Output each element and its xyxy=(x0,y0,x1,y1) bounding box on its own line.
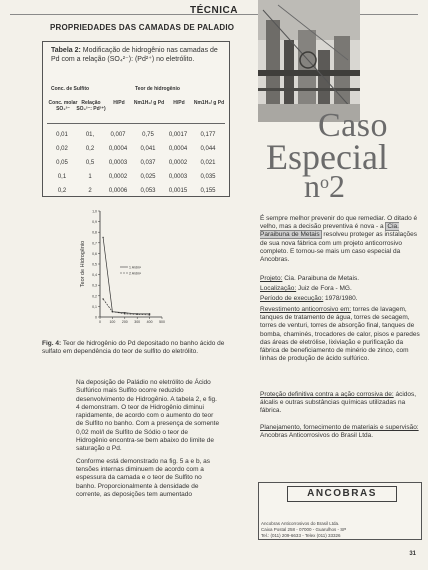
table-cell: 0,053 xyxy=(140,188,156,194)
section-tag: TÉCNICA xyxy=(190,5,238,16)
data-point xyxy=(112,311,113,312)
y-tick-label: 0,9 xyxy=(92,220,97,225)
table-col-head: Conc. molar SO₃²⁻ xyxy=(48,100,78,112)
table-caption: Tabela 2: Modificação de hidrogênio nas camadas de Pd com a relação (SO₄²⁻): (Pd²⁺) no eletrólito. xyxy=(51,47,218,63)
figure-4-chart xyxy=(78,207,168,337)
periodo-line: Período de execução: 1978/1980. xyxy=(260,295,358,302)
ancobras-ad xyxy=(258,482,422,540)
y-tick-label: 0,7 xyxy=(92,241,97,246)
teor-hidrogenio-heading: Teor de hidrogênio xyxy=(135,86,180,92)
x-tick-label: 300 xyxy=(134,320,141,324)
chart-svg xyxy=(78,207,168,337)
table-col-head: Nm1H₂/ g Pd xyxy=(193,100,225,106)
table-cell: 01, xyxy=(85,132,95,138)
table-cell: 0,0004 xyxy=(108,146,128,152)
body-paragraph-1: Na deposição de Paládio no eletrólito de Ácido Sulfúrico mais Sulfito ocorre reduzido desenvolvimento de Hidrogênio. A tabela 2, e fig. 4 demonstram. O teor de Hidrogênio diminui rapidamente, de acordo com o aumento do teor de Sulfito no banho. Com a presença de somente 0,02 mol/l de Sulfito de Sódio o teor de Hidrogênio encontra-se bem abaixo do limite de saturação α Pd. xyxy=(76,379,220,453)
table-cell: 1 xyxy=(88,174,92,180)
projeto-line: Projeto: Cia. Paraibuna de Metais. xyxy=(260,275,360,282)
table-cell: 0,0004 xyxy=(168,146,188,152)
table-cell: 0,0002 xyxy=(108,174,128,180)
table-cell: 0,155 xyxy=(200,188,216,194)
table-col-head: H/Pd xyxy=(173,100,185,106)
y-tick-label: 0,3 xyxy=(92,283,97,288)
table-cell: 0,2 xyxy=(85,146,95,152)
x-tick-label: 100 xyxy=(109,320,116,324)
figure-caption: Fig. 4: Teor de hidrogênio do Pd depositado no banho ácido de sulfato em dependência do teor de sulfito do eletrólito. xyxy=(42,340,225,355)
series-line xyxy=(103,299,150,315)
intro-paragraph: É sempre melhor prevenir do que remediar. O ditado é velho, mas a decisão preventiva é nova - a Cia. Paraibuna de Metais resolveu proteger as instalações de sua nova fábrica com um projeto anticorrosivo completo. E tornou-se mais um caso especial da Ancobras. xyxy=(260,215,418,264)
body-text-left xyxy=(76,379,221,503)
table-cell: 0,02 xyxy=(56,146,68,152)
table-col-head: Relação SO₄²⁻: Pd²⁺) xyxy=(76,100,106,112)
table-col-head: H/Pd xyxy=(113,100,125,106)
protecao-paragraph: Proteção definitiva contra a ação corrosiva de: ácidos, álcalis e outras substâncias químicas utilizadas na fábrica. xyxy=(260,391,417,415)
series-line xyxy=(103,238,150,314)
ancobras-phone: Tel.: (011) 209-6633 - Telex (011) 33326 xyxy=(261,533,341,538)
y-tick-label: 0,2 xyxy=(92,294,97,299)
legend-label: 2 A/dm² xyxy=(129,271,142,276)
table-2 xyxy=(42,41,230,197)
planejamento-paragraph: Planejamento, fornecimento de materiais e supervisão: Ancobras Anticorrosivos do Brasil Ltda. xyxy=(260,424,419,440)
y-axis-label: Teor de Hidrogênio xyxy=(80,240,86,288)
ancobras-logo: ANCOBRAS xyxy=(287,486,397,502)
title-no2: $n^o2$ xyxy=(304,168,345,204)
y-tick-label: 1,0 xyxy=(92,209,97,214)
table-cell: 0,177 xyxy=(200,132,216,138)
table-cell: 0,1 xyxy=(57,174,67,180)
y-tick-label: 0,8 xyxy=(92,230,97,235)
y-tick-label: 0,4 xyxy=(92,273,97,278)
data-point xyxy=(137,314,138,315)
section-heading: PROPRIEDADES DAS CAMADAS DE PALADIO xyxy=(50,23,235,32)
y-tick-label: 0,5 xyxy=(92,262,97,267)
data-point xyxy=(124,313,125,314)
data-point xyxy=(102,237,103,238)
table-cell: 0,0017 xyxy=(168,132,188,138)
y-tick-label: 0 xyxy=(95,315,97,320)
table-cell: 2 xyxy=(88,188,92,194)
table-cell: 0,0015 xyxy=(168,188,188,194)
plant-photo xyxy=(258,0,360,122)
data-point xyxy=(102,298,103,299)
table-cell: 0,025 xyxy=(140,174,156,180)
table-cell: 0,0006 xyxy=(108,188,128,194)
ancobras-address: Caixa Postal 258 - 07000 - Guarulhos - SP xyxy=(261,527,347,532)
x-tick-label: 500 xyxy=(159,320,165,324)
table-cell: 0,5 xyxy=(85,160,95,166)
table-cell: 0,0003 xyxy=(108,160,128,166)
table-cell: 0,75 xyxy=(142,132,154,138)
ancobras-company: Ancobras Anticorrosivos do Brasil Ltda. xyxy=(261,521,340,526)
highlighted-company: Cia. Paraibuna de Metais xyxy=(260,223,399,239)
table-cell: 0,01 xyxy=(56,132,68,138)
table-cell: 0,05 xyxy=(56,160,68,166)
title-caso: Caso xyxy=(318,107,388,144)
table-cell: 0,0002 xyxy=(168,160,188,166)
data-point xyxy=(149,314,150,315)
x-tick-label: 400 xyxy=(146,320,153,324)
table-col-head: Nm1H₂/ g Pd xyxy=(133,100,165,106)
table-cell: 0,007 xyxy=(110,132,126,138)
y-tick-label: 0,6 xyxy=(92,251,97,256)
table-cell: 0,2 xyxy=(57,188,67,194)
x-tick-label: 0 xyxy=(99,320,101,324)
table-header-rule xyxy=(47,123,225,124)
title-especial: Especial xyxy=(266,137,388,177)
legend-label: 1 A/dm² xyxy=(129,265,142,270)
x-tick-label: 200 xyxy=(121,320,128,324)
conc-sulfito-heading: Conc. de Sulfito xyxy=(51,86,90,92)
page-number: 31 xyxy=(409,551,416,557)
table-cell: 0,044 xyxy=(200,146,216,152)
localizacao-line: Localização: Juiz de Fora - MG. xyxy=(260,285,352,292)
body-paragraph-2: Conforme está demonstrado na fig. 5 a e b, as tensões internas diminuem de acordo com a espessura da camada e o teor de Sulfito no banho. Proporcionalmente à densidade de corrente, as deposições tem aumentado xyxy=(76,457,211,498)
table-cell: 0,0003 xyxy=(168,174,188,180)
table-cell: 0,037 xyxy=(140,160,156,166)
table-cell: 0,041 xyxy=(140,146,156,152)
table-cell: 0,021 xyxy=(200,160,216,166)
table-cell: 0,035 xyxy=(200,174,216,180)
revestimento-paragraph: Revestimento anticorrosivo em: torres de lavagem, tanques de tratamento de água, torres de secagem, torres de venturi, torres de absorção final, tanques de bomba, chaminés, trocadores de calor, pisos e paredes das áreas de eletrólise, lixiviação e purificação da fábrica de beneficiamento de minério de zinco, com linhas de produção de ácido sulfúrico. xyxy=(260,306,420,363)
y-tick-label: 0,1 xyxy=(92,304,97,309)
